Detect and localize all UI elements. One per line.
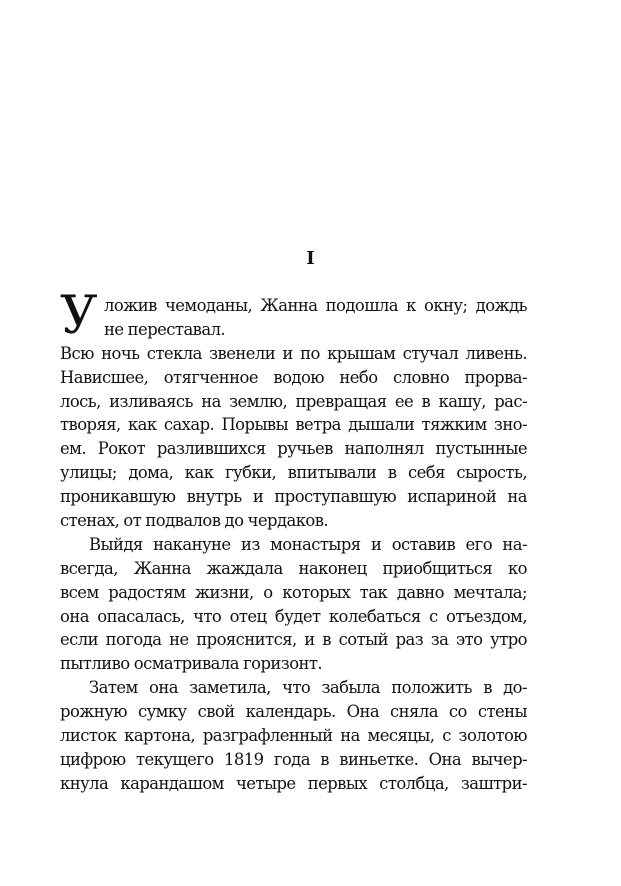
text-line: цифрою текущего 1819 года в виньетке. Она вычер-: [60, 749, 527, 769]
text-line: Всю ночь стекла звенели и по крышам стучал ливень.: [60, 343, 527, 363]
chapter-number: I: [306, 248, 315, 269]
text-line: проникавшую внутрь и проступавшую испариной на: [60, 487, 527, 507]
text-line: листок картона, разграфленный на месяцы, с золотою: [60, 726, 527, 746]
text-line: всем радостям жизни, о которых так давно мечтала;: [60, 582, 527, 602]
text-line: рожную сумку свой календарь. Она сняла со стены: [60, 702, 527, 722]
text-line: Выйдя накануне из монастыря и оставив его на-: [89, 534, 527, 554]
text-line: пытливо осматривала горизонт.: [60, 654, 323, 674]
text-line: творяя, как сахар. Порывы ветра дышали тяжким зно-: [60, 415, 527, 435]
text-line: Затем она заметила, что забыла положить в до-: [89, 678, 527, 698]
text-line: она опасалась, что отец будет колебаться с отъездом,: [60, 606, 527, 626]
text-line: улицы; дома, как губки, впитывали в себя сырость,: [60, 463, 527, 483]
body-text: [60, 294, 527, 796]
text-line: ем. Рокот разлившихся ручьев наполнял пустынные: [60, 439, 527, 459]
text-line: лось, изливаясь на землю, превращая ее в кашу, рас-: [60, 391, 527, 411]
text-line: всегда, Жанна жаждала наконец приобщиться ко: [60, 558, 527, 578]
text-line: если погода не прояснится, и в сотый раз за это утро: [60, 630, 527, 650]
drop-cap: У: [60, 286, 98, 346]
text-line: не переставал.: [104, 319, 226, 339]
text-line: кнула карандашом четыре первых столбца, заштри-: [60, 773, 527, 793]
text-line: стенах, от подвалов до чердаков.: [60, 511, 329, 531]
text-line: ложив чемоданы, Жанна подошла к окну; дождь: [104, 296, 527, 315]
text-line: Нависшее, отягченное водою небо словно прорва-: [60, 367, 527, 387]
